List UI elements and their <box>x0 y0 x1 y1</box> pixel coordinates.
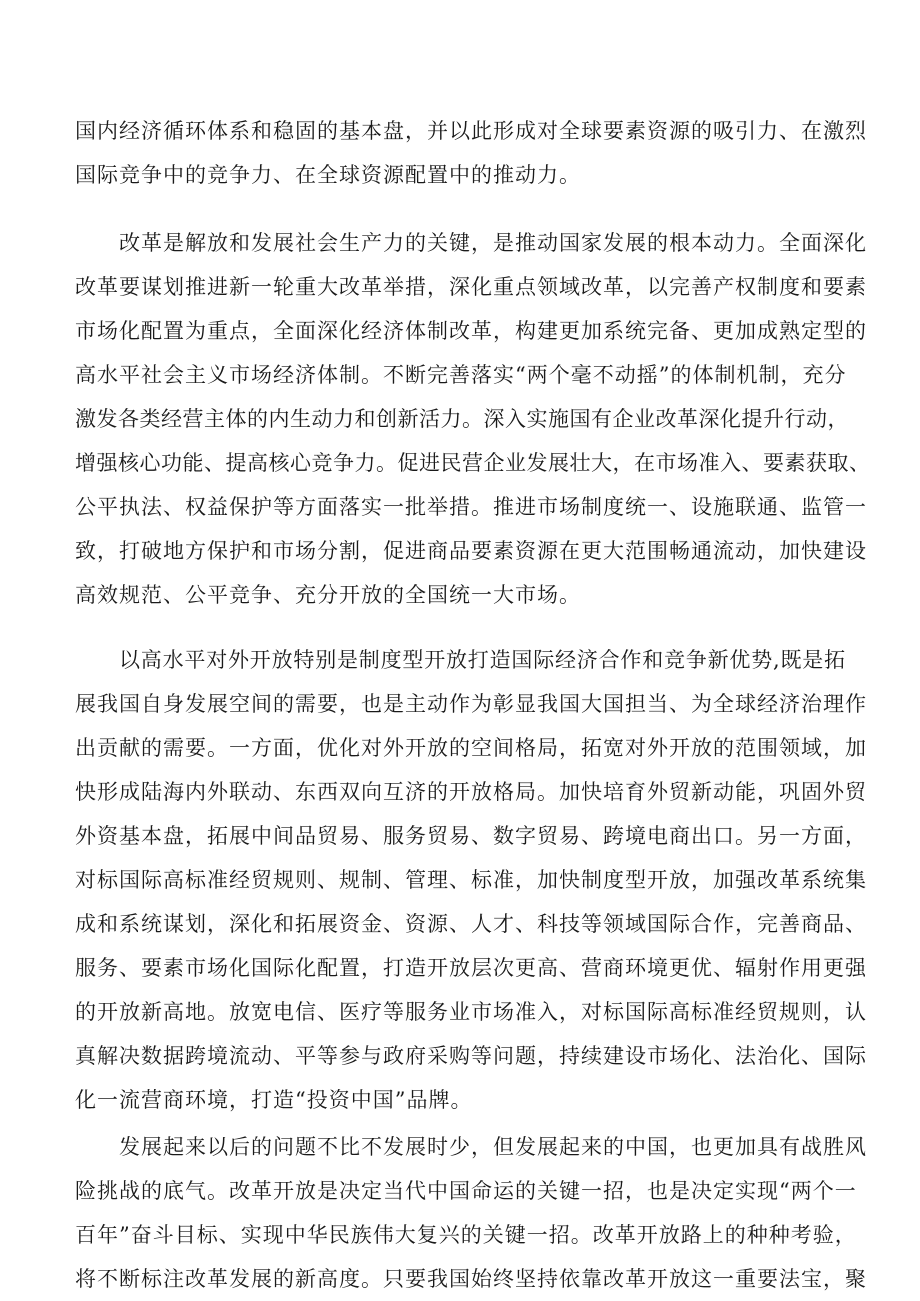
text-line: 展我国自身发展空间的需要，也是主动作为彰显我国大国担当、为全球经济治理作 <box>75 692 867 716</box>
text-line: 外资基本盘，拓展中间品贸易、服务贸易、数字贸易、跨境电商出口。另一方面， <box>75 824 867 848</box>
text-line: 服务、要素市场化国际化配置，打造开放层次更高、营商环境更优、辐射作用更强 <box>75 956 867 980</box>
text-line: 的开放新高地。放宽电信、医疗等服务业市场准入，对标国际高标准经贸规则，认 <box>75 1000 867 1024</box>
text-line: 百年”奋斗目标、实现中华民族伟大复兴的关键一招。改革开放路上的种种考验， <box>75 1223 857 1247</box>
text-line: 将不断标注改革发展的新高度。只要我国始终坚持依靠改革开放这一重要法宝，聚 <box>75 1267 867 1291</box>
paragraph-start-line: 以高水平对外开放特别是制度型开放打造国际经济合作和竞争新优势,既是拓 <box>119 648 846 672</box>
text-line: 出贡献的需要。一方面，优化对外开放的空间格局，拓宽对外开放的范围领域，加 <box>75 736 867 760</box>
text-line: 高水平社会主义市场经济体制。不断完善落实“两个毫不动摇”的体制机制，充分 <box>75 363 847 387</box>
text-line: 快形成陆海内外联动、东西双向互济的开放格局。加快培育外贸新动能，巩固外贸 <box>75 780 867 804</box>
text-line: 高效规范、公平竞争、充分开放的全国统一大市场。 <box>75 583 581 607</box>
text-line: 成和系统谋划，深化和拓展资金、资源、人才、科技等领域国际合作，完善商品、 <box>75 912 867 936</box>
text-line: 化一流营商环境，打造“投资中国”品牌。 <box>75 1088 473 1112</box>
text-line: 国际竞争中的竞争力、在全球资源配置中的推动力。 <box>75 163 581 187</box>
paragraph-start-line: 改革是解放和发展社会生产力的关键，是推动国家发展的根本动力。全面深化 <box>119 231 867 255</box>
text-line: 激发各类经营主体的内生动力和创新活力。深入实施国有企业改革深化提升行动， <box>75 407 849 431</box>
text-line: 致，打破地方保护和市场分割，促进商品要素资源在更大范围畅通流动，加快建设 <box>75 539 867 563</box>
text-line: 国内经济循环体系和稳固的基本盘，并以此形成对全球要素资源的吸引力、在激烈 <box>75 119 867 143</box>
text-line: 对标国际高标准经贸规则、规制、管理、标准，加快制度型开放，加强改革系统集 <box>75 868 867 892</box>
paragraph-start-line: 发展起来以后的问题不比不发展时少，但发展起来的中国，也更加具有战胜风 <box>119 1135 867 1159</box>
text-line: 市场化配置为重点，全面深化经济体制改革，构建更加系统完备、更加成熟定型的 <box>75 319 867 343</box>
text-line: 公平执法、权益保护等方面落实一批举措。推进市场制度统一、设施联通、监管一 <box>75 495 867 519</box>
text-line: 增强核心功能、提高核心竞争力。促进民营企业发展壮大，在市场准入、要素获取、 <box>75 451 871 475</box>
text-line: 改革要谋划推进新一轮重大改革举措，深化重点领域改革，以完善产权制度和要素 <box>75 275 867 299</box>
text-line: 真解决数据跨境流动、平等参与政府采购等问题，持续建设市场化、法治化、国际 <box>75 1044 867 1068</box>
text-line: 险挑战的底气。改革开放是决定当代中国命运的关键一招，也是决定实现“两个一 <box>75 1179 857 1203</box>
